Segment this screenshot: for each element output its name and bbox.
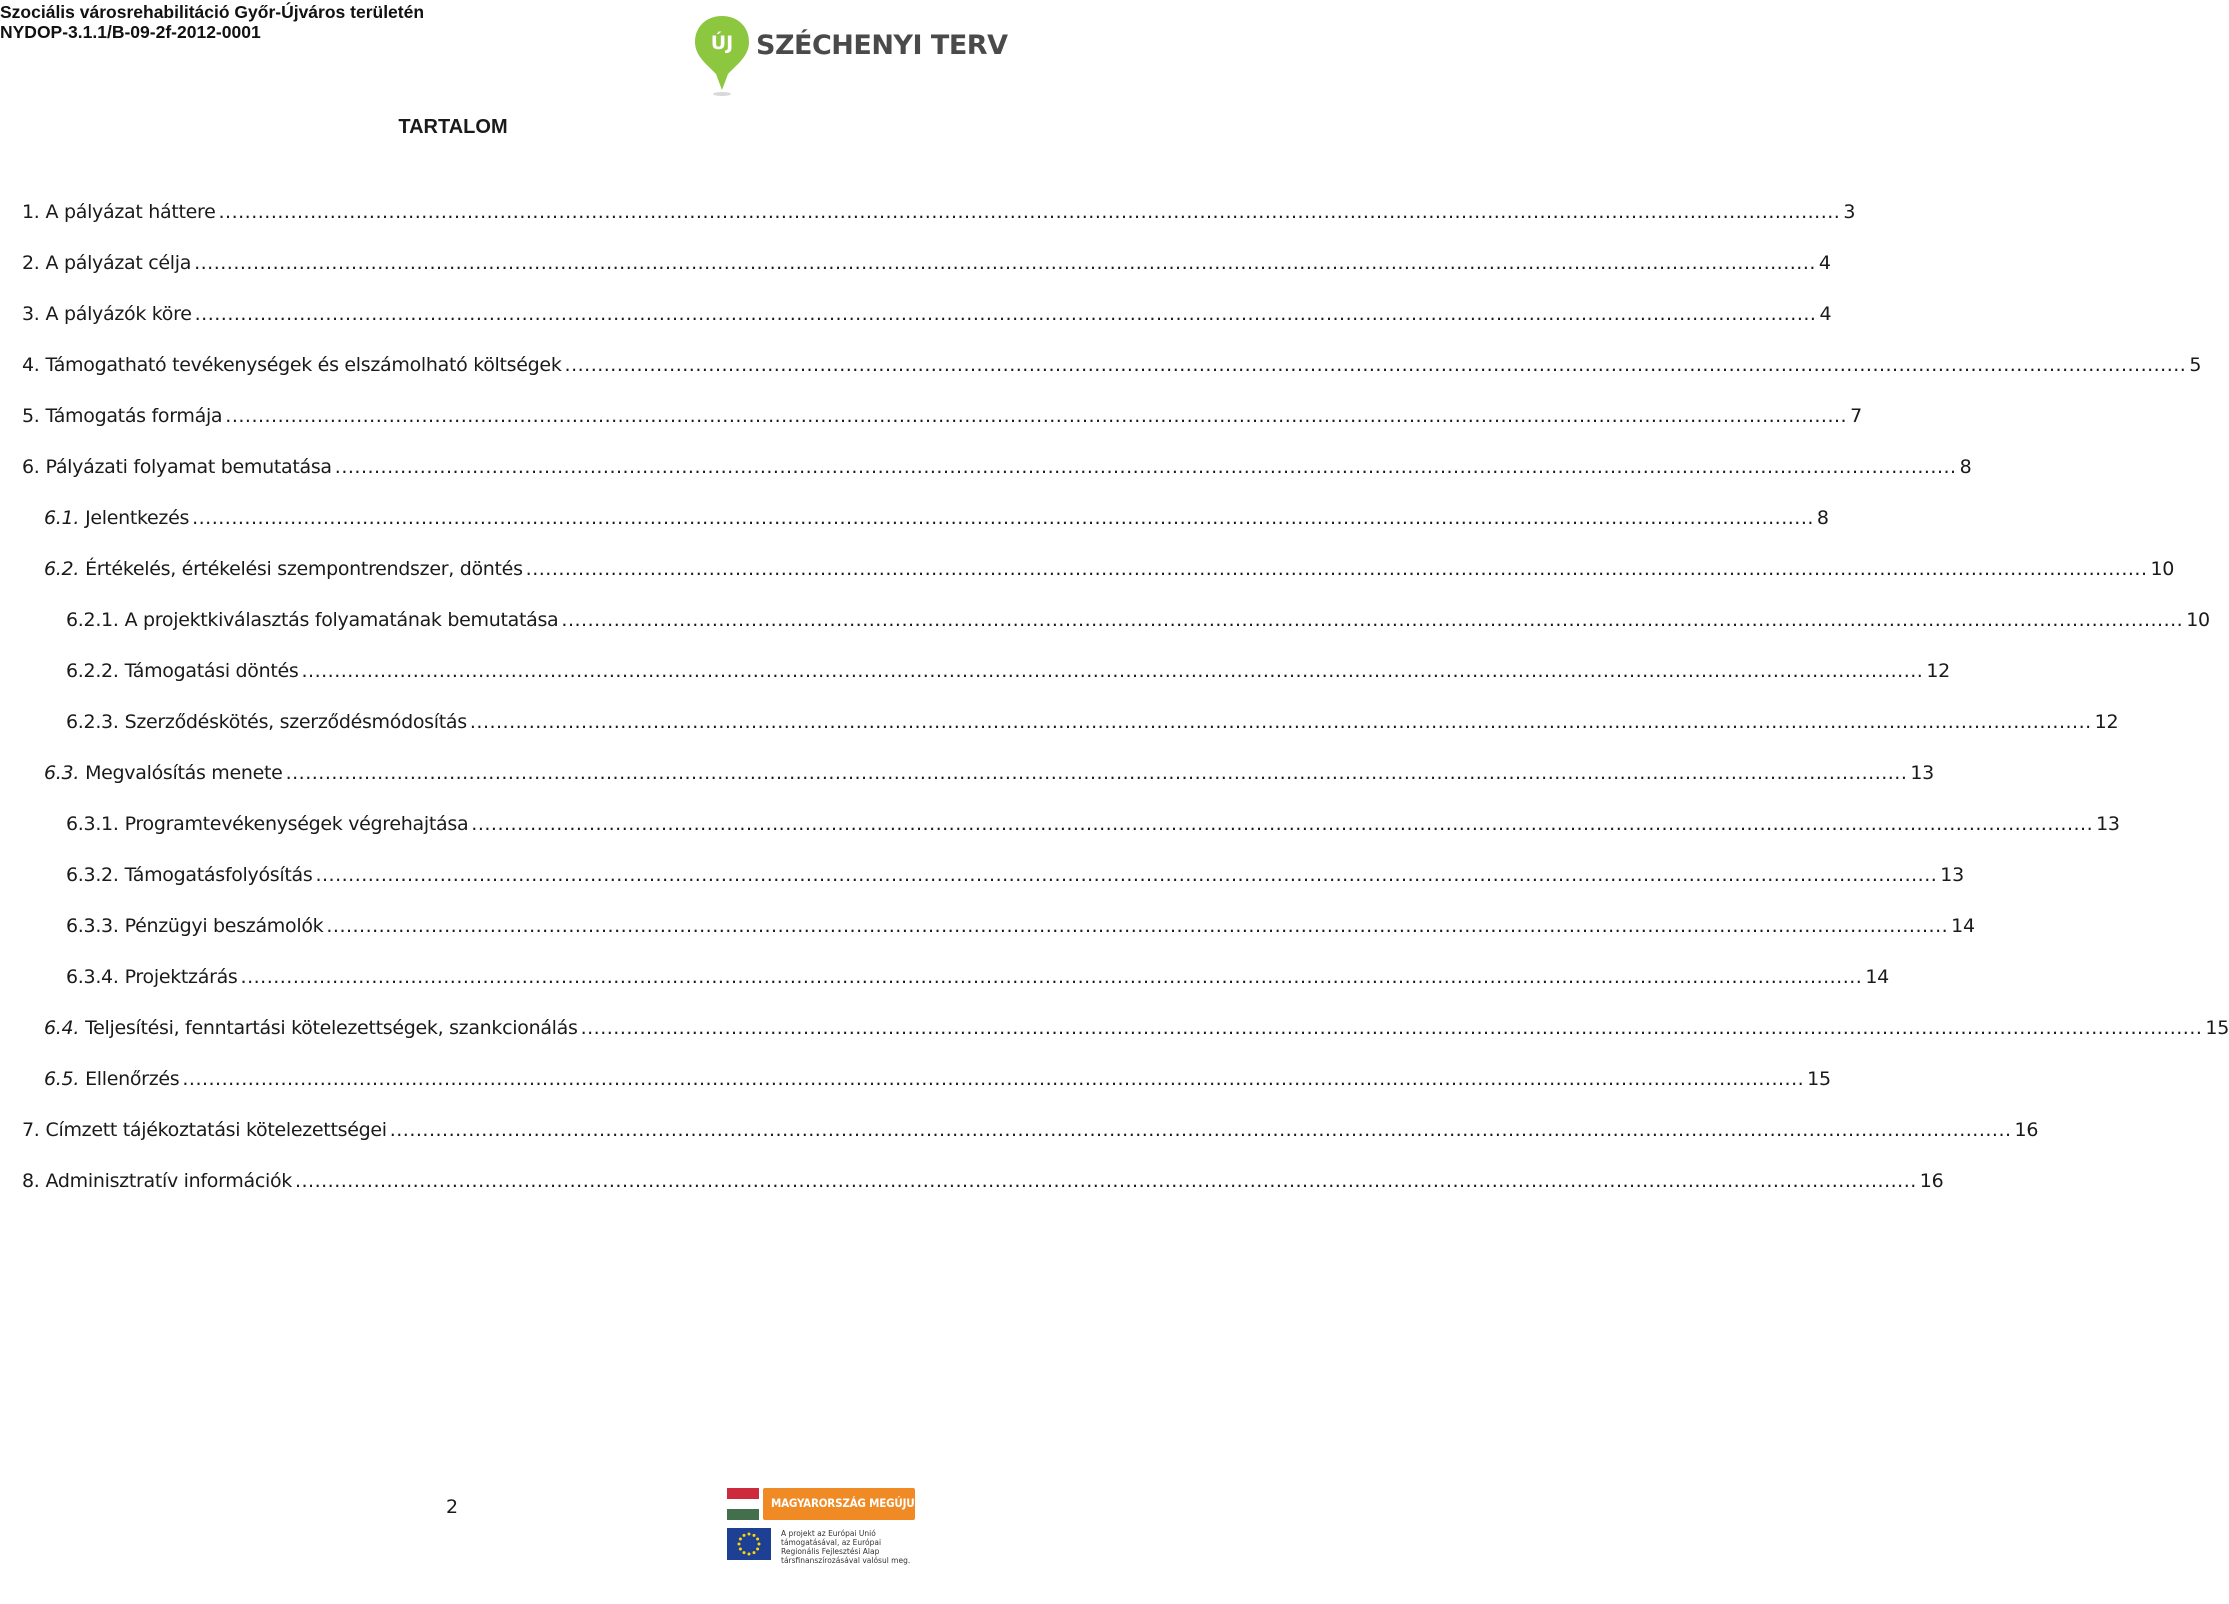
toc-entry[interactable]	[22, 452, 1972, 482]
toc-entry-number: 6.4.	[44, 1017, 80, 1039]
toc-entry-page: 13	[1910, 762, 1934, 784]
toc-entry-label: A pályázat célja	[45, 252, 192, 274]
toc-leader-dots	[561, 605, 2183, 635]
toc-entry-number: 6.	[22, 456, 40, 478]
toc-entry-page: 16	[2014, 1119, 2039, 1141]
banner-text: MAGYARORSZÁG MEGÚJUL	[771, 1496, 921, 1510]
toc-entry[interactable]	[22, 962, 1889, 992]
footer-logos	[727, 1488, 921, 1565]
toc-entry[interactable]	[22, 911, 1975, 941]
toc-entry-page: 15	[2205, 1017, 2229, 1039]
toc-leader-dots	[470, 707, 2092, 737]
toc-entry-label: Teljesítési, fenntartási kötelezettségek, szankcionálás	[85, 1017, 578, 1039]
toc-entry[interactable]	[22, 350, 2202, 380]
toc-entry-label: Pályázati folyamat bemutatása	[45, 456, 332, 478]
toc-entry-page: 5	[2189, 354, 2202, 376]
toc-entry[interactable]	[22, 1166, 1944, 1196]
toc-entry-number: 6.2.3.	[66, 711, 119, 733]
toc-entry-page: 12	[1926, 660, 1950, 682]
toc-entry-page: 13	[2096, 813, 2120, 835]
magyarorszag-megujul-banner	[763, 1488, 921, 1520]
toc-entry-label: Támogatási döntés	[124, 660, 299, 682]
toc-entry-number: 8.	[22, 1170, 40, 1192]
toc-entry-page: 12	[2094, 711, 2119, 733]
toc-leader-dots	[192, 503, 1814, 533]
toc-leader-dots	[225, 401, 1847, 431]
pin-text: ÚJ	[710, 32, 734, 54]
toc-entry-page: 10	[2186, 609, 2210, 631]
toc-entry[interactable]	[22, 758, 1934, 788]
toc-leader-dots	[471, 809, 2093, 839]
toc-leader-dots	[195, 299, 1817, 329]
toc-entry-page: 8	[1816, 507, 1829, 529]
toc-entry[interactable]	[22, 197, 1856, 227]
header-code: NYDOP-3.1.1/B-09-2f-2012-0001	[0, 22, 261, 42]
toc-entry-number: 4.	[22, 354, 40, 376]
toc-entry-label: Támogatás formája	[45, 405, 223, 427]
toc-leader-dots	[326, 911, 1948, 941]
toc-entry-label: Támogatható tevékenységek és elszámolható költségek	[45, 354, 562, 376]
toc-entry-label: Pénzügyi beszámolók	[124, 915, 324, 937]
toc-entry-label: Programtevékenységek végrehajtása	[124, 813, 469, 835]
toc-entry-label: Megvalósítás menete	[85, 762, 283, 784]
hungarian-flag-icon	[727, 1488, 759, 1520]
toc-leader-dots	[241, 962, 1863, 992]
toc-leader-dots	[390, 1115, 2012, 1145]
toc-entry-label: Projektzárás	[124, 966, 238, 988]
toc-entry-page: 4	[1819, 303, 1832, 325]
toc-entry-number: 6.3.1.	[66, 813, 119, 835]
toc-entry[interactable]	[22, 1013, 2229, 1043]
toc-title: TARTALOM	[398, 116, 508, 138]
toc-entry-number: 3.	[22, 303, 40, 325]
toc-leader-dots	[219, 197, 1841, 227]
document-header	[0, 2, 424, 42]
toc-entry-label: Címzett tájékoztatási kötelezettségei	[45, 1119, 387, 1141]
toc-entry[interactable]	[22, 248, 1831, 278]
toc-entry[interactable]	[22, 707, 2119, 737]
toc-entry-page: 10	[2150, 558, 2175, 580]
toc-entry-number: 1.	[22, 201, 40, 223]
toc-entry-number: 2.	[22, 252, 40, 274]
toc-entry-page: 8	[1959, 456, 1972, 478]
szechenyi-terv-logo	[692, 14, 1008, 96]
page-number: 2	[446, 1496, 459, 1518]
toc-entry-label: A pályázat háttere	[45, 201, 216, 223]
toc-entry-page: 13	[1940, 864, 1964, 886]
toc-entry-page: 3	[1843, 201, 1856, 223]
toc-entry-label: Ellenőrzés	[85, 1068, 180, 1090]
toc-entry-number: 6.2.	[44, 558, 80, 580]
toc-entry-label: Szerződéskötés, szerződésmódosítás	[124, 711, 467, 733]
toc-entry-number: 6.2.2.	[66, 660, 119, 682]
header-title: Szociális városrehabilitáció Győr-Újváros területén	[0, 2, 425, 22]
toc-entry-number: 6.5.	[44, 1068, 80, 1090]
toc-entry-label: Értékelés, értékelési szempontrendszer, döntés	[85, 558, 523, 580]
toc-entry[interactable]	[22, 1064, 1831, 1094]
toc-entry-number: 7.	[22, 1119, 40, 1141]
toc-entry-number: 6.3.3.	[66, 915, 119, 937]
toc-entry-page: 7	[1850, 405, 1862, 427]
toc-entry-page: 16	[1919, 1170, 1944, 1192]
toc-entry-number: 6.1.	[44, 507, 80, 529]
toc-leader-dots	[302, 656, 1924, 686]
eu-flag-icon	[727, 1528, 771, 1560]
toc-entry-number: 6.3.4.	[66, 966, 119, 988]
toc-entry-number: 6.3.2.	[66, 864, 119, 886]
toc-leader-dots	[315, 860, 1937, 890]
toc-leader-dots	[526, 554, 2148, 584]
toc-entry[interactable]	[22, 554, 2175, 584]
toc-entry[interactable]	[22, 503, 1829, 533]
toc-entry-page: 15	[1807, 1068, 1831, 1090]
toc-entry-page: 4	[1818, 252, 1831, 274]
toc-entry-label: Adminisztratív információk	[45, 1170, 292, 1192]
toc-entry[interactable]	[22, 656, 1950, 686]
toc-entry-label: A projektkiválasztás folyamatának bemutatása	[124, 609, 559, 631]
toc-entry-label: A pályázók köre	[45, 303, 192, 325]
toc-entry-number: 6.3.	[44, 762, 80, 784]
toc-entry-page: 14	[1951, 915, 1975, 937]
toc-entry-page: 14	[1865, 966, 1889, 988]
toc-leader-dots	[565, 350, 2187, 380]
toc-entry-number: 5.	[22, 405, 40, 427]
eu-funding-note: A projekt az Európai Unió támogatásával, az Európai Regionális Fejlesztési Alap társfinanszírozásával valósul meg.	[781, 1529, 911, 1565]
toc-leader-dots	[295, 1166, 1917, 1196]
toc-entry-number: 6.2.1.	[66, 609, 119, 631]
toc-entry[interactable]	[22, 299, 1832, 329]
toc-leader-dots	[286, 758, 1908, 788]
toc-leader-dots	[194, 248, 1816, 278]
toc-entry-label: Támogatásfolyósítás	[124, 864, 313, 886]
toc-entry[interactable]	[22, 860, 1964, 890]
location-pin-icon	[692, 14, 752, 96]
toc-leader-dots	[182, 1064, 1804, 1094]
toc-leader-dots	[335, 452, 1957, 482]
toc-entry[interactable]	[22, 1115, 2039, 1145]
logo-text: SZÉCHENYI TERV	[756, 30, 1008, 61]
toc-entry[interactable]	[22, 809, 2120, 839]
toc-entry[interactable]	[22, 605, 2210, 635]
toc-leader-dots	[581, 1013, 2203, 1043]
toc-entry-label: Jelentkezés	[85, 507, 190, 529]
toc-entry[interactable]	[22, 401, 1862, 431]
